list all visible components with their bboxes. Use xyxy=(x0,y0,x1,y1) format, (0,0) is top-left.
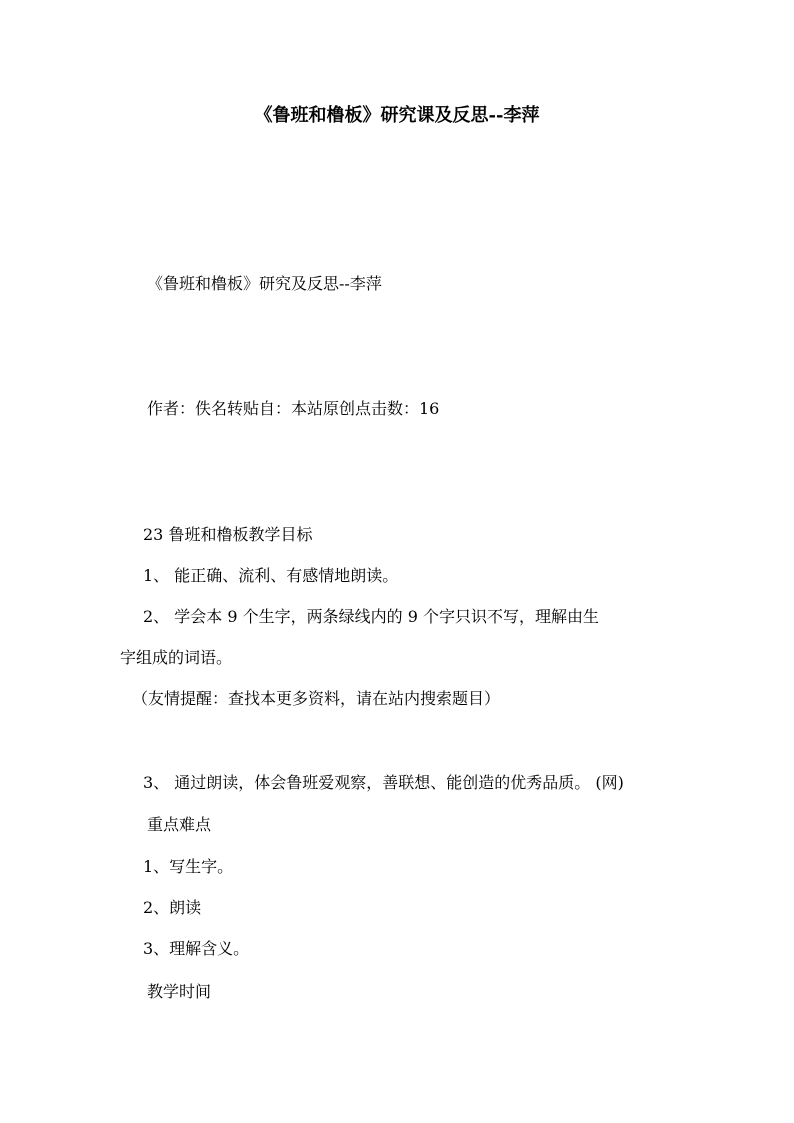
difficulties-heading: 重点难点 xyxy=(147,815,212,834)
difficulty-item: 2、朗读 xyxy=(143,898,202,917)
objective-item: 3、 通过朗读，体会鲁班爱观察，善联想、能创造的优秀品质。 (网) xyxy=(143,773,624,792)
author-meta-line: 作者：佚名转贴自：本站原创点击数：16 xyxy=(147,399,440,418)
objectives-heading: 23 鲁班和橹板教学目标 xyxy=(143,525,313,544)
objective-item: 2、 学会本 9 个生字，两条绿线内的 9 个字只识不写，理解由生 xyxy=(143,607,599,626)
objective-item-continuation: 字组成的词语。 xyxy=(120,648,233,667)
difficulty-item: 1、写生字。 xyxy=(143,857,234,876)
document-title: 《鲁班和橹板》研究课及反思--李萍 xyxy=(254,105,540,126)
friendly-reminder-note: （友情提醒：查找本更多资料，请在站内搜索题目） xyxy=(132,689,501,708)
document-subtitle: 《鲁班和橹板》研究及反思--李萍 xyxy=(147,274,382,293)
difficulty-item: 3、理解含义。 xyxy=(143,939,250,958)
objective-item: 1、 能正确、流利、有感情地朗读。 xyxy=(143,566,399,585)
teaching-time-heading: 教学时间 xyxy=(147,982,212,1001)
